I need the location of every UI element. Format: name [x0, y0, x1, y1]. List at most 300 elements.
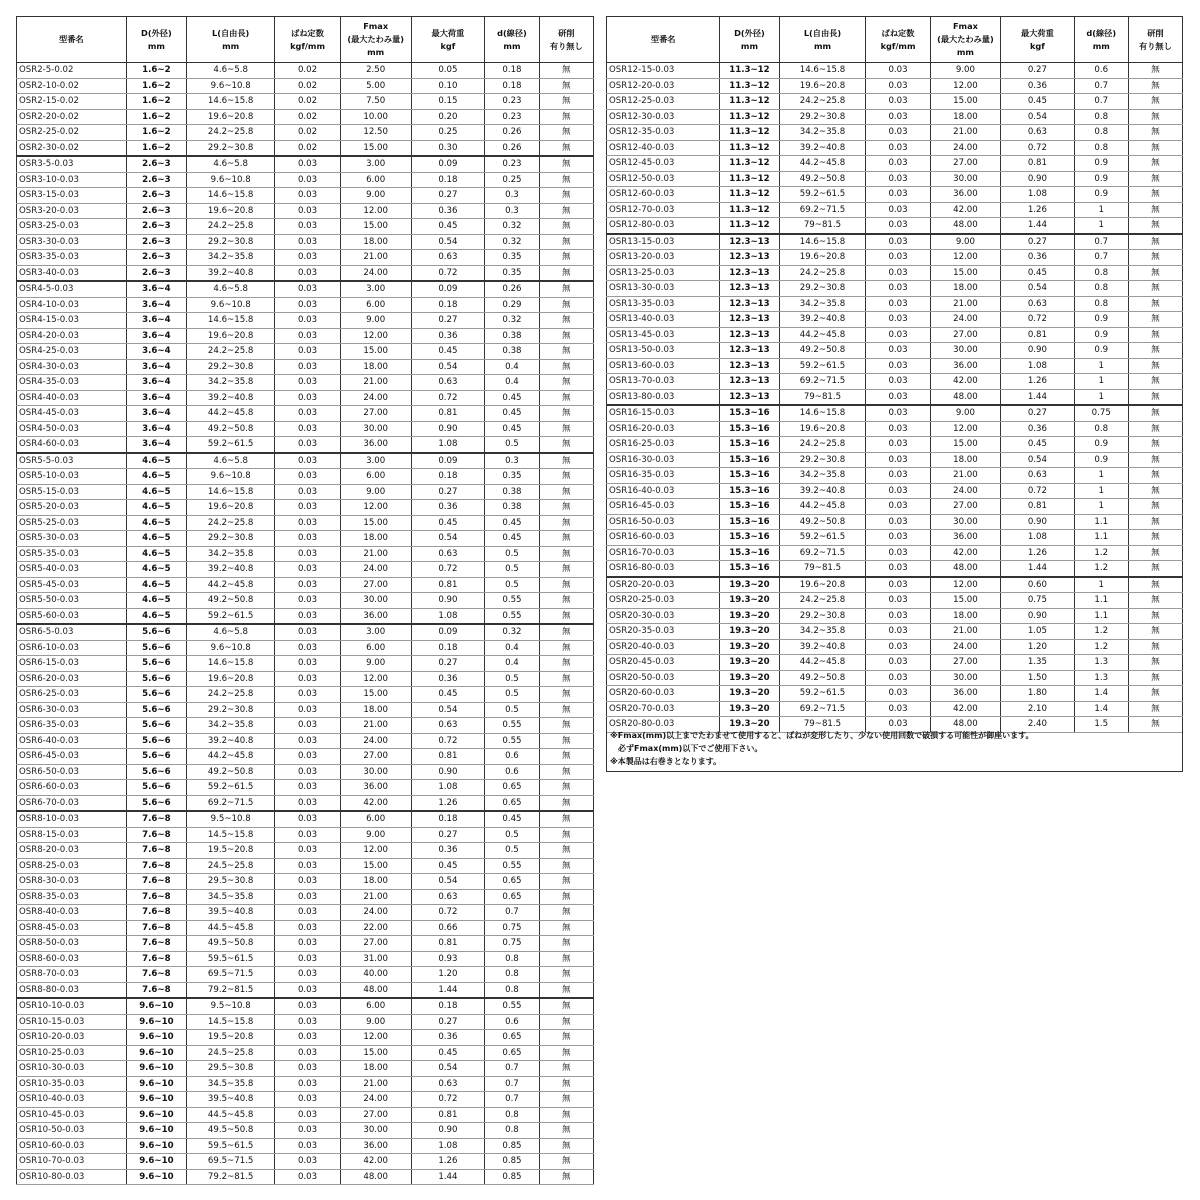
- header-line: 最大荷重: [431, 27, 465, 38]
- cell-spring-constant: 0.03: [275, 811, 341, 827]
- cell-max-load: 0.75: [1001, 593, 1075, 609]
- cell-spring-constant: 0.02: [275, 140, 341, 156]
- cell-max-load: 1.05: [1001, 624, 1075, 640]
- cell-part-number: OSR20-25-0.03: [607, 593, 720, 609]
- cell-outer-diameter: 12.3~13: [720, 343, 779, 359]
- cell-outer-diameter: 9.6~10: [126, 1123, 186, 1139]
- table-row: [607, 374, 1183, 390]
- cell-free-length: 39.2~40.8: [187, 390, 275, 406]
- cell-max-load: 2.10: [1001, 701, 1075, 717]
- cell-max-load: 0.90: [411, 421, 485, 437]
- cell-spring-constant: 0.03: [275, 920, 341, 936]
- cell-fmax: 21.00: [930, 624, 1000, 640]
- cell-max-load: 0.81: [411, 406, 485, 422]
- cell-free-length: 29.5~30.8: [187, 1061, 275, 1077]
- cell-part-number: OSR5-30-0.03: [17, 531, 127, 547]
- table-row: [607, 343, 1183, 359]
- cell-grinding: 無: [539, 1014, 593, 1030]
- cell-grinding: 無: [539, 624, 593, 640]
- cell-grinding: 無: [539, 718, 593, 734]
- cell-grinding: 無: [1128, 187, 1182, 203]
- table-row: [607, 437, 1183, 453]
- cell-wire-diameter: 1.4: [1074, 701, 1128, 717]
- cell-part-number: OSR3-5-0.03: [17, 156, 127, 172]
- cell-wire-diameter: 0.5: [485, 827, 539, 843]
- cell-free-length: 14.6~15.8: [779, 405, 866, 421]
- cell-spring-constant: 0.03: [275, 156, 341, 172]
- cell-outer-diameter: 11.3~12: [720, 125, 779, 141]
- cell-wire-diameter: 0.65: [485, 874, 539, 890]
- cell-fmax: 21.00: [340, 1076, 411, 1092]
- cell-part-number: OSR20-35-0.03: [607, 624, 720, 640]
- cell-spring-constant: 0.03: [275, 593, 341, 609]
- cell-grinding: 無: [539, 936, 593, 952]
- cell-spring-constant: 0.03: [866, 561, 930, 577]
- cell-outer-diameter: 5.6~6: [126, 656, 186, 672]
- cell-max-load: 1.20: [411, 967, 485, 983]
- cell-max-load: 0.09: [411, 281, 485, 297]
- cell-free-length: 9.6~10.8: [187, 297, 275, 313]
- cell-max-load: 0.63: [411, 375, 485, 391]
- cell-free-length: 24.5~25.8: [187, 858, 275, 874]
- cell-max-load: 0.09: [411, 624, 485, 640]
- table-row: [17, 640, 594, 656]
- table-row: [17, 671, 594, 687]
- cell-outer-diameter: 19.3~20: [720, 686, 779, 702]
- cell-spring-constant: 0.03: [275, 1092, 341, 1108]
- cell-outer-diameter: 3.6~4: [126, 406, 186, 422]
- cell-free-length: 44.2~45.8: [779, 327, 866, 343]
- cell-free-length: 14.5~15.8: [187, 1014, 275, 1030]
- cell-max-load: 0.45: [1001, 265, 1075, 281]
- cell-spring-constant: 0.03: [275, 1138, 341, 1154]
- cell-spring-constant: 0.03: [275, 936, 341, 952]
- cell-grinding: 無: [1128, 545, 1182, 561]
- cell-outer-diameter: 15.3~16: [720, 468, 779, 484]
- table-row: [17, 94, 594, 110]
- table-row: [17, 469, 594, 485]
- cell-outer-diameter: 7.6~8: [126, 905, 186, 921]
- cell-outer-diameter: 3.6~4: [126, 281, 186, 297]
- cell-grinding: 無: [539, 889, 593, 905]
- cell-grinding: 無: [539, 733, 593, 749]
- cell-fmax: 36.00: [930, 358, 1000, 374]
- cell-grinding: 無: [1128, 452, 1182, 468]
- table-row: [17, 390, 594, 406]
- cell-wire-diameter: 0.38: [485, 484, 539, 500]
- cell-wire-diameter: 0.55: [485, 593, 539, 609]
- cell-free-length: 69.2~71.5: [779, 701, 866, 717]
- cell-wire-diameter: 0.45: [485, 811, 539, 827]
- cell-free-length: 59.2~61.5: [187, 608, 275, 624]
- table-row: [607, 608, 1183, 624]
- cell-fmax: 9.00: [340, 484, 411, 500]
- cell-outer-diameter: 4.6~5: [126, 531, 186, 547]
- cell-max-load: 1.08: [411, 437, 485, 453]
- header-line: 最大荷重: [1021, 27, 1054, 38]
- cell-free-length: 49.2~50.8: [187, 593, 275, 609]
- cell-wire-diameter: 0.7: [1074, 78, 1128, 94]
- table-row: [607, 234, 1183, 250]
- cell-wire-diameter: 0.5: [485, 687, 539, 703]
- cell-fmax: 27.00: [930, 156, 1000, 172]
- cell-wire-diameter: 0.8: [1074, 265, 1128, 281]
- cell-part-number: OSR6-35-0.03: [17, 718, 127, 734]
- cell-outer-diameter: 3.6~4: [126, 359, 186, 375]
- cell-part-number: OSR3-10-0.03: [17, 172, 127, 188]
- cell-free-length: 49.2~50.8: [779, 171, 866, 187]
- cell-spring-constant: 0.03: [275, 375, 341, 391]
- cell-wire-diameter: 0.45: [485, 390, 539, 406]
- cell-outer-diameter: 9.6~10: [126, 1076, 186, 1092]
- cell-fmax: 9.00: [340, 188, 411, 204]
- cell-grinding: 無: [539, 874, 593, 890]
- cell-fmax: 48.00: [340, 982, 411, 998]
- cell-part-number: OSR10-70-0.03: [17, 1154, 127, 1170]
- cell-max-load: 0.27: [1001, 405, 1075, 421]
- cell-outer-diameter: 5.6~6: [126, 671, 186, 687]
- cell-fmax: 48.00: [930, 717, 1000, 733]
- cell-wire-diameter: 0.4: [485, 640, 539, 656]
- cell-part-number: OSR6-20-0.03: [17, 671, 127, 687]
- cell-grinding: 無: [1128, 327, 1182, 343]
- cell-outer-diameter: 12.3~13: [720, 234, 779, 250]
- cell-part-number: OSR6-45-0.03: [17, 749, 127, 765]
- cell-free-length: 39.2~40.8: [779, 140, 866, 156]
- cell-free-length: 59.2~61.5: [779, 358, 866, 374]
- cell-outer-diameter: 2.6~3: [126, 188, 186, 204]
- cell-free-length: 14.6~15.8: [187, 188, 275, 204]
- table-row: [607, 639, 1183, 655]
- cell-fmax: 9.00: [340, 656, 411, 672]
- header-free-length: [779, 17, 866, 63]
- cell-fmax: 42.00: [930, 202, 1000, 218]
- cell-wire-diameter: 1: [1074, 389, 1128, 405]
- cell-part-number: OSR8-35-0.03: [17, 889, 127, 905]
- cell-grinding: 無: [539, 608, 593, 624]
- cell-part-number: OSR3-15-0.03: [17, 188, 127, 204]
- cell-spring-constant: 0.03: [275, 250, 341, 266]
- cell-max-load: 0.72: [1001, 483, 1075, 499]
- table-row: [17, 874, 594, 890]
- cell-wire-diameter: 0.6: [1074, 63, 1128, 79]
- cell-max-load: 0.90: [411, 593, 485, 609]
- cell-max-load: 0.63: [411, 250, 485, 266]
- cell-free-length: 24.2~25.8: [187, 125, 275, 141]
- cell-spring-constant: 0.03: [275, 827, 341, 843]
- cell-wire-diameter: 0.8: [485, 1107, 539, 1123]
- cell-part-number: OSR20-80-0.03: [607, 717, 720, 733]
- cell-free-length: 34.5~35.8: [187, 889, 275, 905]
- cell-spring-constant: 0.03: [866, 109, 930, 125]
- table-row: [607, 530, 1183, 546]
- header-line: d(線径): [1086, 27, 1117, 38]
- cell-spring-constant: 0.03: [866, 94, 930, 110]
- header-wire-diameter: [485, 17, 539, 63]
- cell-max-load: 0.36: [1001, 421, 1075, 437]
- cell-max-load: 0.63: [1001, 468, 1075, 484]
- cell-outer-diameter: 9.6~10: [126, 1169, 186, 1185]
- cell-part-number: OSR2-15-0.02: [17, 94, 127, 110]
- cell-max-load: 1.08: [411, 780, 485, 796]
- cell-fmax: 21.00: [340, 375, 411, 391]
- table-row: [17, 1076, 594, 1092]
- cell-fmax: 15.00: [340, 344, 411, 360]
- cell-grinding: 無: [1128, 624, 1182, 640]
- cell-spring-constant: 0.03: [866, 483, 930, 499]
- cell-max-load: 0.81: [1001, 499, 1075, 515]
- cell-wire-diameter: 0.8: [1074, 125, 1128, 141]
- cell-wire-diameter: 1.1: [1074, 608, 1128, 624]
- cell-wire-diameter: 0.85: [485, 1154, 539, 1170]
- cell-wire-diameter: 0.8: [1074, 281, 1128, 297]
- table-row: [607, 140, 1183, 156]
- cell-free-length: 34.2~35.8: [779, 468, 866, 484]
- cell-outer-diameter: 12.3~13: [720, 358, 779, 374]
- cell-part-number: OSR8-45-0.03: [17, 920, 127, 936]
- cell-free-length: 69.2~71.5: [187, 795, 275, 811]
- cell-free-length: 29.2~30.8: [187, 531, 275, 547]
- cell-spring-constant: 0.03: [275, 500, 341, 516]
- cell-wire-diameter: 0.55: [485, 718, 539, 734]
- cell-max-load: 1.08: [411, 1138, 485, 1154]
- table-row: [17, 1169, 594, 1185]
- cell-fmax: 5.00: [340, 78, 411, 94]
- cell-spring-constant: 0.03: [275, 874, 341, 890]
- cell-spring-constant: 0.03: [866, 343, 930, 359]
- cell-max-load: 0.45: [1001, 437, 1075, 453]
- spring-spec-table-left: [16, 16, 594, 1185]
- cell-outer-diameter: 12.3~13: [720, 296, 779, 312]
- cell-fmax: 36.00: [930, 530, 1000, 546]
- cell-free-length: 9.6~10.8: [187, 172, 275, 188]
- cell-fmax: 27.00: [930, 327, 1000, 343]
- cell-free-length: 69.5~71.5: [187, 1154, 275, 1170]
- cell-max-load: 0.72: [411, 1092, 485, 1108]
- cell-wire-diameter: 1.2: [1074, 624, 1128, 640]
- cell-fmax: 36.00: [340, 608, 411, 624]
- table-row: [17, 437, 594, 453]
- usage-notes: [606, 726, 1183, 772]
- cell-outer-diameter: 7.6~8: [126, 982, 186, 998]
- cell-part-number: OSR8-20-0.03: [17, 843, 127, 859]
- cell-fmax: 27.00: [930, 655, 1000, 671]
- cell-spring-constant: 0.03: [866, 296, 930, 312]
- cell-wire-diameter: 0.8: [485, 951, 539, 967]
- cell-free-length: 59.5~61.5: [187, 951, 275, 967]
- cell-spring-constant: 0.03: [866, 374, 930, 390]
- table-row: [17, 749, 594, 765]
- table-row: [607, 499, 1183, 515]
- header-max-load: [1001, 17, 1075, 63]
- table-row: [17, 531, 594, 547]
- cell-outer-diameter: 7.6~8: [126, 827, 186, 843]
- cell-part-number: OSR13-40-0.03: [607, 312, 720, 328]
- cell-fmax: 12.00: [340, 671, 411, 687]
- cell-free-length: 24.2~25.8: [187, 219, 275, 235]
- cell-spring-constant: 0.03: [275, 546, 341, 562]
- cell-fmax: 6.00: [340, 640, 411, 656]
- cell-max-load: 0.81: [411, 1107, 485, 1123]
- cell-spring-constant: 0.03: [275, 531, 341, 547]
- cell-outer-diameter: 5.6~6: [126, 640, 186, 656]
- cell-max-load: 0.93: [411, 951, 485, 967]
- header-line: kgf: [440, 40, 456, 51]
- cell-wire-diameter: 0.8: [1074, 296, 1128, 312]
- cell-fmax: 48.00: [930, 389, 1000, 405]
- cell-max-load: 0.81: [1001, 327, 1075, 343]
- cell-outer-diameter: 3.6~4: [126, 297, 186, 313]
- cell-max-load: 0.63: [411, 889, 485, 905]
- cell-max-load: 2.40: [1001, 717, 1075, 733]
- cell-max-load: 0.45: [1001, 94, 1075, 110]
- cell-fmax: 24.00: [340, 905, 411, 921]
- cell-grinding: 無: [539, 375, 593, 391]
- cell-fmax: 10.00: [340, 109, 411, 125]
- cell-spring-constant: 0.03: [275, 515, 341, 531]
- cell-free-length: 24.2~25.8: [187, 515, 275, 531]
- cell-grinding: 無: [539, 1030, 593, 1046]
- cell-free-length: 34.2~35.8: [187, 250, 275, 266]
- cell-part-number: OSR16-80-0.03: [607, 561, 720, 577]
- cell-max-load: 0.27: [411, 1014, 485, 1030]
- table-row: [17, 1045, 594, 1061]
- table-row: [607, 202, 1183, 218]
- cell-outer-diameter: 3.6~4: [126, 375, 186, 391]
- cell-outer-diameter: 19.3~20: [720, 608, 779, 624]
- table-row: [607, 514, 1183, 530]
- cell-outer-diameter: 4.6~5: [126, 515, 186, 531]
- cell-outer-diameter: 9.6~10: [126, 1107, 186, 1123]
- cell-spring-constant: 0.03: [866, 125, 930, 141]
- table-row: [607, 327, 1183, 343]
- cell-max-load: 0.36: [411, 203, 485, 219]
- header-line: kgf: [1029, 40, 1045, 51]
- cell-part-number: OSR4-60-0.03: [17, 437, 127, 453]
- cell-wire-diameter: 0.26: [485, 125, 539, 141]
- cell-spring-constant: 0.03: [866, 218, 930, 234]
- cell-max-load: 1.08: [1001, 530, 1075, 546]
- cell-free-length: 29.2~30.8: [779, 452, 866, 468]
- cell-spring-constant: 0.03: [275, 421, 341, 437]
- cell-spring-constant: 0.03: [275, 203, 341, 219]
- cell-max-load: 0.09: [411, 156, 485, 172]
- cell-free-length: 19.6~20.8: [779, 421, 866, 437]
- cell-max-load: 0.18: [411, 469, 485, 485]
- cell-spring-constant: 0.03: [275, 469, 341, 485]
- cell-spring-constant: 0.03: [866, 421, 930, 437]
- cell-max-load: 0.72: [411, 905, 485, 921]
- cell-wire-diameter: 0.32: [485, 313, 539, 329]
- cell-grinding: 無: [539, 640, 593, 656]
- cell-fmax: 3.00: [340, 156, 411, 172]
- cell-spring-constant: 0.03: [275, 1107, 341, 1123]
- cell-outer-diameter: 11.3~12: [720, 187, 779, 203]
- cell-fmax: 12.00: [930, 250, 1000, 266]
- cell-part-number: OSR3-20-0.03: [17, 203, 127, 219]
- cell-grinding: 無: [539, 546, 593, 562]
- cell-outer-diameter: 3.6~4: [126, 313, 186, 329]
- table-row: [17, 1138, 594, 1154]
- cell-part-number: OSR8-25-0.03: [17, 858, 127, 874]
- cell-fmax: 40.00: [340, 967, 411, 983]
- cell-spring-constant: 0.03: [866, 358, 930, 374]
- header-spring-constant: [866, 17, 930, 63]
- table-row: [607, 78, 1183, 94]
- cell-spring-constant: 0.03: [866, 593, 930, 609]
- cell-part-number: OSR12-30-0.03: [607, 109, 720, 125]
- cell-wire-diameter: 0.9: [1074, 452, 1128, 468]
- header-line: d(線径): [497, 27, 527, 38]
- header-line: kgf/mm: [880, 40, 916, 51]
- cell-fmax: 21.00: [340, 546, 411, 562]
- cell-part-number: OSR20-40-0.03: [607, 639, 720, 655]
- cell-fmax: 6.00: [340, 469, 411, 485]
- table-row: [17, 889, 594, 905]
- cell-fmax: 48.00: [930, 218, 1000, 234]
- cell-wire-diameter: 0.26: [485, 281, 539, 297]
- cell-spring-constant: 0.02: [275, 94, 341, 110]
- cell-grinding: 無: [539, 265, 593, 281]
- cell-spring-constant: 0.03: [866, 608, 930, 624]
- cell-max-load: 0.27: [1001, 234, 1075, 250]
- cell-max-load: 0.54: [411, 702, 485, 718]
- cell-wire-diameter: 0.8: [485, 982, 539, 998]
- cell-outer-diameter: 15.3~16: [720, 530, 779, 546]
- table-row: [17, 375, 594, 391]
- table-row: [17, 1107, 594, 1123]
- cell-wire-diameter: 0.9: [1074, 312, 1128, 328]
- cell-part-number: OSR10-40-0.03: [17, 1092, 127, 1108]
- cell-grinding: 無: [1128, 639, 1182, 655]
- cell-free-length: 4.6~5.8: [187, 63, 275, 79]
- header-line: 研削: [558, 27, 575, 38]
- cell-spring-constant: 0.03: [866, 452, 930, 468]
- header-line: Fmax: [952, 21, 978, 32]
- cell-outer-diameter: 11.3~12: [720, 202, 779, 218]
- cell-part-number: OSR12-45-0.03: [607, 156, 720, 172]
- cell-part-number: OSR16-25-0.03: [607, 437, 720, 453]
- cell-grinding: 無: [539, 421, 593, 437]
- cell-spring-constant: 0.03: [866, 624, 930, 640]
- cell-spring-constant: 0.03: [275, 172, 341, 188]
- cell-free-length: 79~81.5: [779, 561, 866, 577]
- cell-grinding: 無: [539, 63, 593, 79]
- cell-outer-diameter: 2.6~3: [126, 265, 186, 281]
- cell-spring-constant: 0.03: [275, 1030, 341, 1046]
- cell-grinding: 無: [1128, 156, 1182, 172]
- cell-wire-diameter: 0.6: [485, 764, 539, 780]
- table-row: [607, 686, 1183, 702]
- cell-max-load: 0.63: [411, 546, 485, 562]
- cell-part-number: OSR20-70-0.03: [607, 701, 720, 717]
- cell-max-load: 0.90: [1001, 343, 1075, 359]
- cell-fmax: 42.00: [340, 795, 411, 811]
- cell-max-load: 0.45: [411, 344, 485, 360]
- cell-outer-diameter: 4.6~5: [126, 593, 186, 609]
- cell-max-load: 0.36: [1001, 78, 1075, 94]
- cell-outer-diameter: 7.6~8: [126, 811, 186, 827]
- table-row: [607, 250, 1183, 266]
- cell-spring-constant: 0.03: [866, 202, 930, 218]
- cell-free-length: 69.2~71.5: [779, 545, 866, 561]
- cell-part-number: OSR8-50-0.03: [17, 936, 127, 952]
- cell-spring-constant: 0.02: [275, 63, 341, 79]
- cell-outer-diameter: 3.6~4: [126, 328, 186, 344]
- cell-spring-constant: 0.03: [275, 889, 341, 905]
- cell-spring-constant: 0.03: [275, 967, 341, 983]
- cell-spring-constant: 0.03: [866, 670, 930, 686]
